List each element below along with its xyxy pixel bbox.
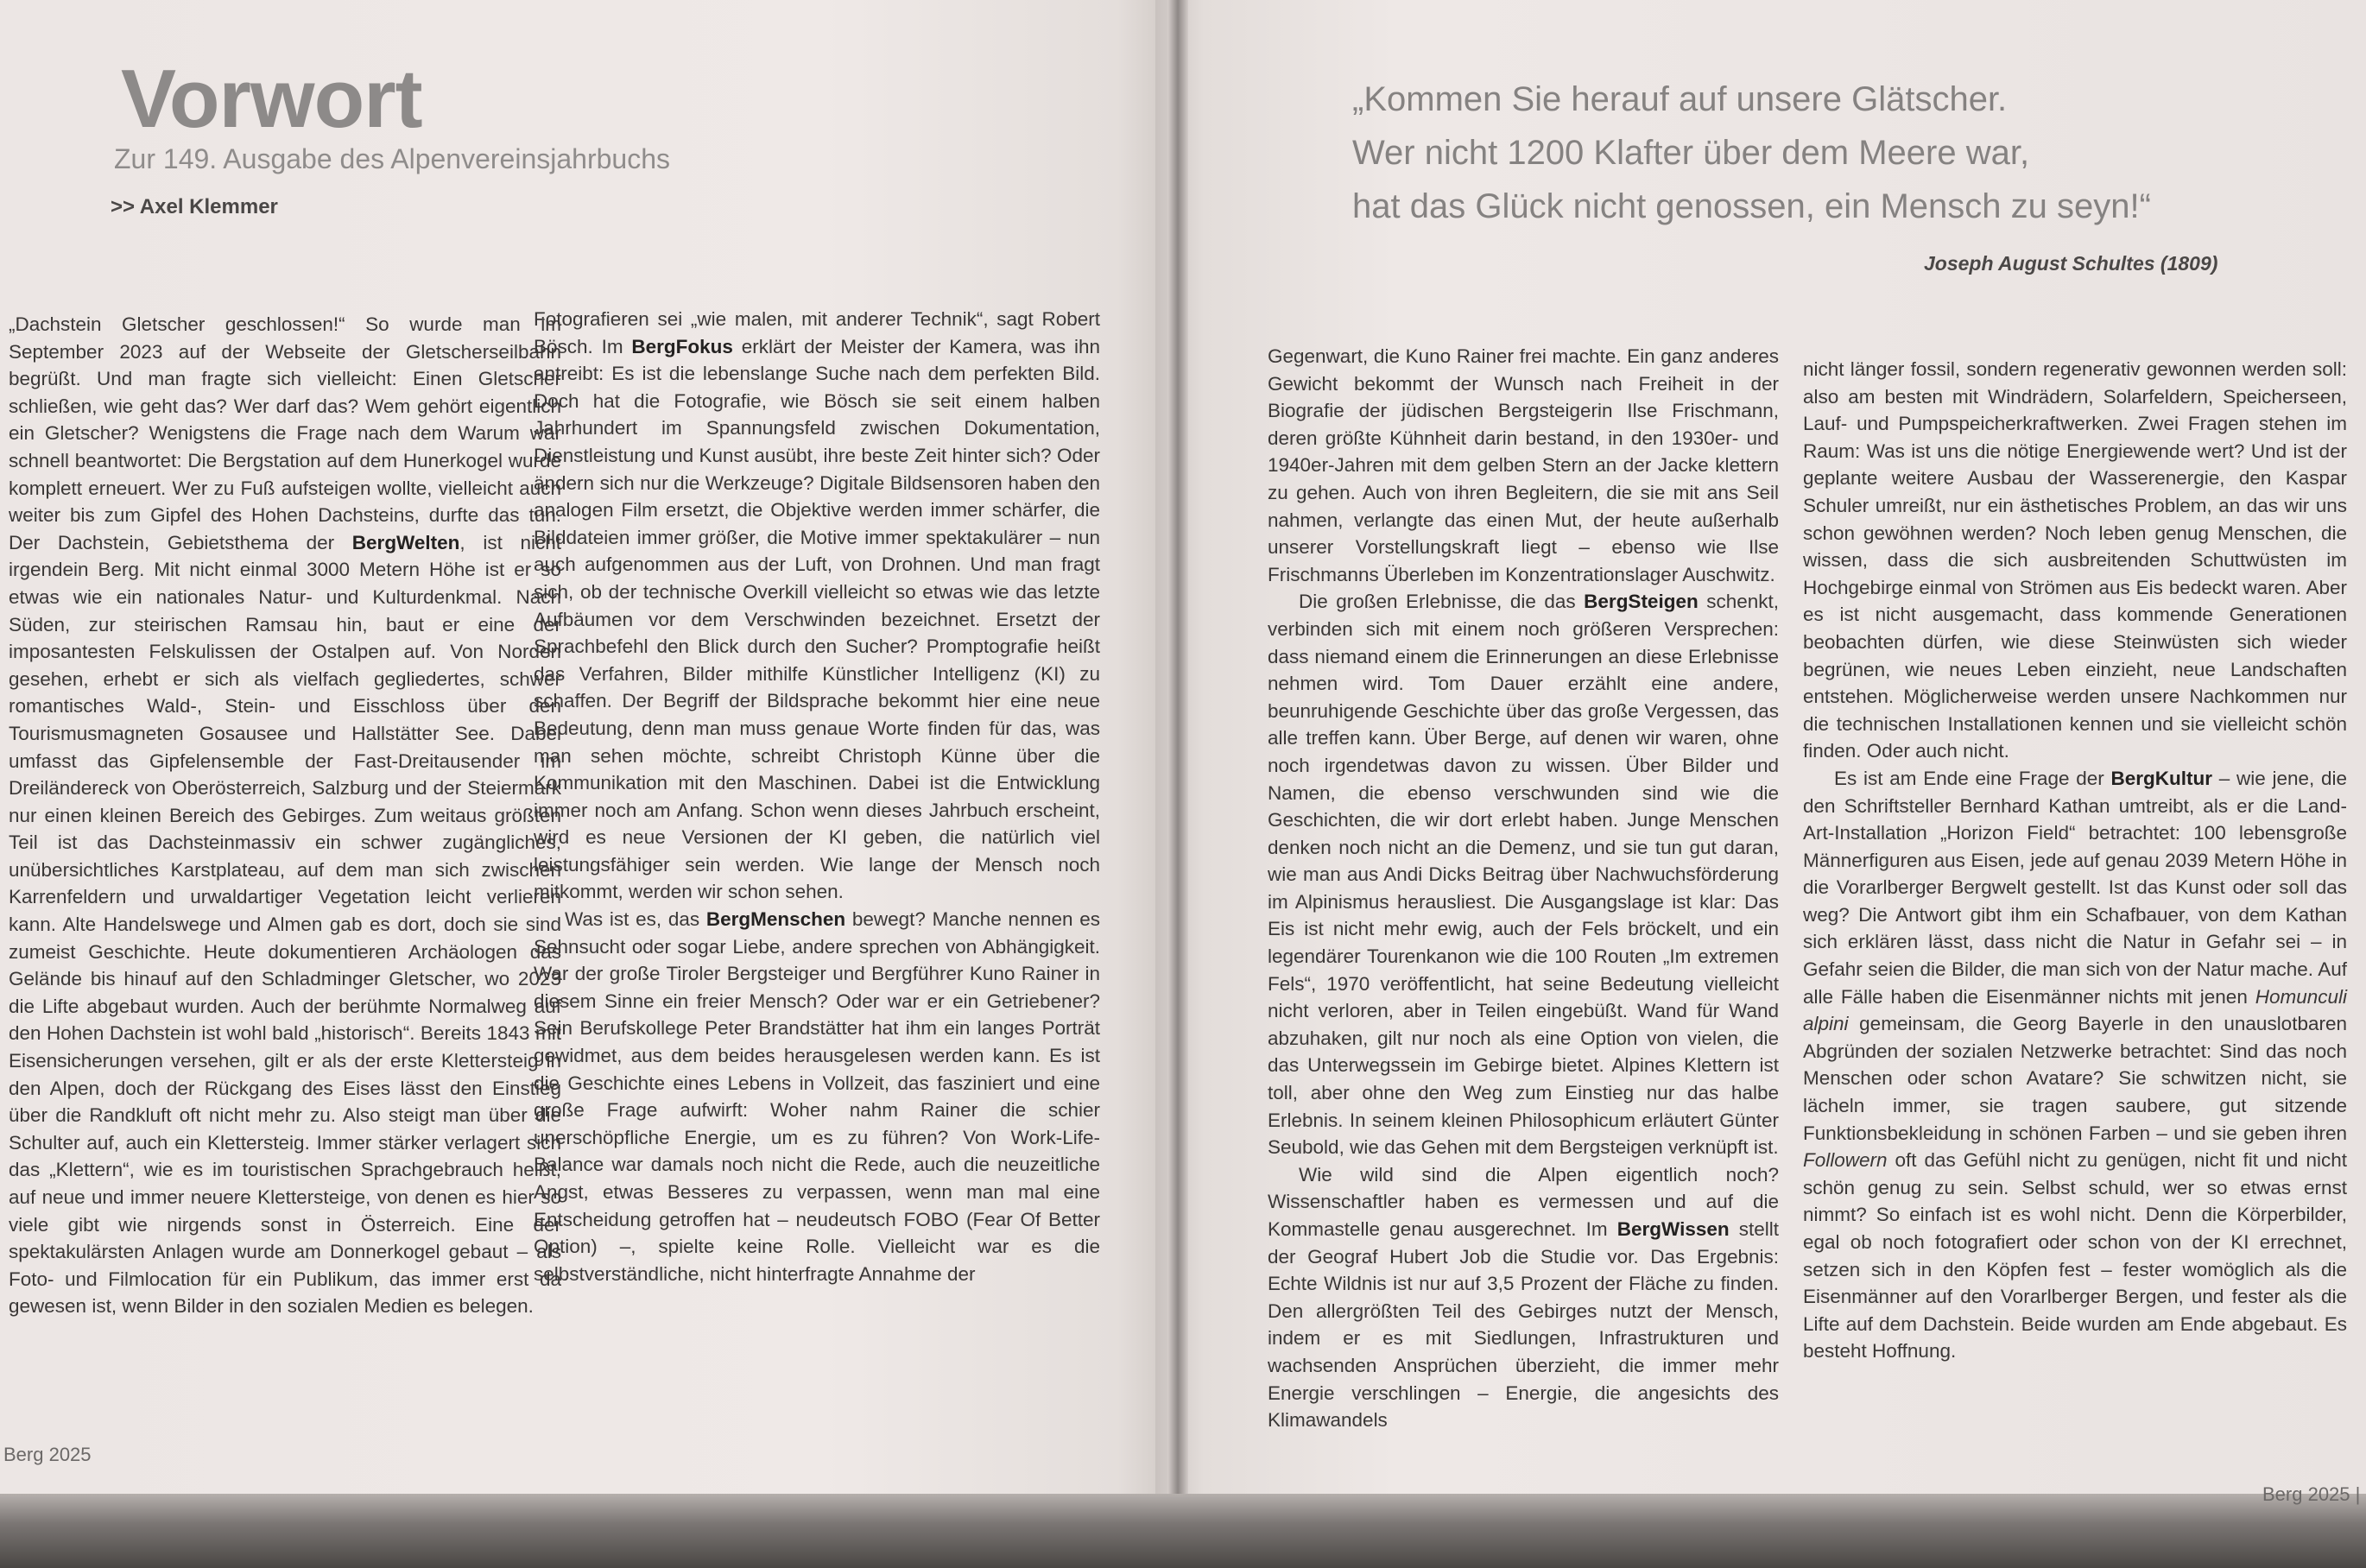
epigraph-quote <box>1352 73 2151 233</box>
quote-line: Wer nicht 1200 Klafter über dem Meere war, <box>1352 134 2030 172</box>
paragraph: nicht länger fossil, sondern regenerativ gewonnen werden soll: also am besten mit Windrädern, Solarfeldern, Speicherseen, Lauf- und Pumpspeicherkraftwerken. Zwei Fragen stehen im Raum: Was ist uns die nötige Energiewende wert? Und ist der geplante weitere Ausbau der Wasserenergie, den Kaspar Schuler umreißt, nur ein ästhetisches Problem, an das wir uns schon gewöhnen werden? Noch leben genug Menschen, die wissen, dass die sich ausbreitenden Schuttwüsten im Hochgebirge einmal von Strömen aus Eis bedeckt waren. Aber es ist nicht ausgemacht, dass kommende Generationen beobachten dürfen, wie diese Steinwüsten sich wieder begrünen, wie neues Leben einzieht, neue Landschaften entstehen. Möglicherweise werden unsere Nachkommen nur die technischen Installationen kennen und sie vielleicht schön finden. Oder auch nicht. <box>1803 358 2347 762</box>
section-highlight: BergSteigen <box>1584 591 1699 613</box>
page-title: Vorwort <box>121 53 422 145</box>
text-column-3 <box>1268 343 1779 1434</box>
book-bottom-edge <box>0 1494 2366 1568</box>
paragraph: Fotografieren sei „wie malen, mit anderer Technik“, sagt Robert Bösch. Im BergFokus erklärt der Meister der Kamera, was ihn antreibt: Es ist die lebenslange Suche nach dem perfekten Bild. Doch hat die Fotografie, wie Bösch sie seit einem halben Jahrhundert im Spannungsfeld zwischen Dokumentation, Dienstleistung und Kunst ausübt, ihre beste Zeit hinter sich? Oder ändern sich nur die Werkzeuge? Digitale Bildsensoren haben den analogen Film ersetzt, die Objektive werden immer schärfer, die Bilddateien immer größer, die Motive immer spektakulärer – nun auch aufgenommen aus der Luft, von Drohnen. Und man fragt sich, ob der technische Overkill vielleicht so etwas wie das letzte Aufbäumen vor dem Verschwinden bezeichnet. Ersetzt der Sprachbefehl den Blick durch den Sucher? Promptografie heißt das Verfahren, Bilder mithilfe Künstlicher Intelligenz (KI) zu schaffen. Der Begriff der Bildsprache bekommt hier eine neue Bedeutung, denn man muss genaue Worte finden für das, was man sehen möchte, schreibt Christoph Künne über die Kommunikation mit den Maschinen. Dabei ist die Entwicklung immer noch am Anfang. Schon wenn dieses Jahrbuch erscheint, wird es neue Versionen der KI geben, die natürlich viel leistungsfähiger sein werden. Wie lange der Mensch noch mitkommt, werden wir schon sehen. <box>534 308 1100 903</box>
italic-term: Homunculi alpini <box>1803 985 2347 1035</box>
section-highlight: BergMenschen <box>705 908 846 931</box>
paragraph: Es ist am Ende eine Frage der BergKultur – wie jene, die den Schriftsteller Bernhard Kathan umtreibt, als er die Land-Art-Installation „Horizon Field“ betrachtet: 100 lebensgroße Männerfiguren aus Eisen, jede auf genau 2039 Metern Höhe in die Vorarlberger Bergwelt gestellt. Ist das Kunst oder soll das weg? Die Antwort gibt ihm ein Schafbauer, von dem Kathan sich erklären lässt, dass nicht die Natur in Gefahr sei – in Gefahr seien die Bilder, die man sich von der Natur mache. Auf alle Fälle haben die Eisenmänner nichts mit jenen Homunculi alpini gemeinsam, die Georg Bayerle in den unauslotbaren Abgründen der sozialen Netzwerke betrachtet: Sind das noch Menschen oder schon Avatare? Sie schwitzen nicht, sie lächeln immer, sie tragen saubere, gut sitzende Funktionsbekleidung in schönen Farben – und sie geben ihren Followern oft das Gefühl nicht zu genügen, nicht fit und nicht schön genug zu sein. Selbst schuld, wer so etwas ernst nimmt? So einfach ist es wohl nicht. Denn die Körperbilder, egal ob noch fotografiert oder schon von der KI errechnet, setzen sich in den Köpfen fest – fester womöglich als die Eisenmänner auf den Vorarlberger Bergen, und fester als die Lifte auf dem Dachstein. Beide wurden am Ende abgebaut. Es besteht Hoffnung. <box>1803 767 2347 1363</box>
page-subtitle: Zur 149. Ausgabe des Alpenvereinsjahrbuchs <box>114 143 670 174</box>
book-gutter <box>1167 0 1188 1520</box>
paragraph: Wie wild sind die Alpen eigentlich noch? Wissenschaftler haben es vermessen und auf die Kommastelle genau ausgerechnet. Im BergWissen stellt der Geograf Hubert Job die Studie vor. Das Ergebnis: Echte Wildnis ist nur auf 3,5 Prozent der Fläche zu finden. Den allergrößten Teil des Gebirges nutzt der Mensch, indem er es mit Siedlungen, Infrastrukturen und wachsenden Ansprüchen überzieht, die immer mehr Energie verschlingen – Energie, die angesichts des Klimawandels <box>1268 1163 1780 1432</box>
paragraph: Die großen Erlebnisse, die das BergSteigen schenkt, verbinden sich mit einem noch größeren Versprechen: dass niemand einem die Erinnerungen an diese Erlebnisse nehmen wird. Tom Dauer erzählt eine andere, beunruhigende Geschichte über das große Vergessen, das alle treffen kann. Über Berge, auf denen wir waren, ohne noch irgendetwas davon zu wissen. Über Bilder und Namen, die ebenso verschwunden sind wie die Geschichten, die wir dort erlebt haben. Junge Menschen denken noch nicht an die Demenz, und sie tun gut daran, wie man aus Andi Dicks Beitrag über Nachwuchsförderung im Alpinismus herausliest. Die Ausgangslage ist klar: Das Eis ist nicht mehr ewig, auch der Fels bröckelt, und ein legendärer Tourenkanon wie die 100 Routen „Im extremen Fels“, 1970 veröffentlicht, hat seine Bedeutung vielleicht nicht verloren, aber in Teilen eingebüßt. Wand für Wand abzuhaken, gilt nur noch als eine Option von vielen, die das Unterwegssein im Gebirge bietet. Alpines Klettern ist toll, aber ohne den Weg zum Einstieg nur das halbe Erlebnis. In seinem kleinen Philosophicum erläutert Günter Seubold, wie das Gehen mit dem Bergsteigen verknüpft ist. <box>1268 591 1779 1159</box>
quote-line: hat das Glück nicht genossen, ein Mensch zu seyn!“ <box>1352 187 2151 225</box>
section-highlight: BergWissen <box>1616 1218 1730 1240</box>
section-highlight: BergKultur <box>2110 767 2212 789</box>
left-page <box>0 0 1176 1520</box>
paragraph: „Dachstein Gletscher geschlossen!“ So wurde man im September 2023 auf der Webseite der Gletscherseilbahn begrüßt. Und man fragte sich vielleicht: Einen Gletscher schließen, wie geht das? Wer darf das? Wem gehört eigentlich ein Gletscher? Wenigstens die Frage nach dem Warum war schnell beantwortet: Die Bergstation auf dem Hunerkogel wurde komplett erneuert. Wer zu Fuß aufsteigen wollte, vielleicht auch weiter bis zum Gipfel des Hohen Dachsteins, durfte das tun. Der Dachstein, Gebietsthema der BergWelten, ist nicht irgendein Berg. Mit nicht einmal 3000 Metern Höhe ist er so etwas wie ein nationales Natur- und Kulturdenkmal. Nach Süden, zur steirischen Ramsau hin, baut er eine der imposantesten Felskulissen der Ostalpen auf. Von Norden gesehen, erhebt er sich als vielfach gegliedertes, schwer romantisches Wald-, Stein- und Eisschloss über den Tourismusmagneten Gosausee und Hallstätter See. Dabei umfasst das Gipfelensemble der Fast-Dreitausender im Dreiländereck von Oberösterreich, Salzburg und der Steiermark nur einen kleinen Bereich des Gebirges. Zum weitaus größten Teil ist das Dachsteinmassiv ein schwer zugängliches, unübersichtliches Karstplateau, auf dem man sich zwischen Karrenfeldern und urwaldartiger Vegetation leicht verlieren kann. Alte Handelswege und Almen gab es dort, doch sie sind zumeist Geschichte. Heute dokumentieren Archäologen das Gelände bis hinauf auf den Schladminger Gletscher, wo 2023 die Lifte abgebaut wurden. Auch der berühmte Normalweg auf den Hohen Dachstein ist wohl bald „historisch“. Bereits 1843 mit Eisensicherungen versehen, gilt er als der erste Klettersteig in den Alpen, doch der Rückgang des Eises lässt den Einstieg über die Randkluft oft nicht mehr zu. Also steigt man über die Schulter auf, auch ein Klettersteig. Immer stärker verlagert sich das „Klettern“, wie es im touristischen Sprachgebrauch heißt, auf neue und immer neuere Klettersteige, von denen es hier so viele gibt wie nirgends sonst in Österreich. Eine der spektakulärsten Anlagen wurde am Donnerkogel gebaut – als Foto- und Filmlocation für ein Publikum, das immer erst da gewesen ist, wenn Bilder in den sozialen Medien es belegen. <box>9 313 561 1318</box>
quote-line: „Kommen Sie herauf auf unsere Glätscher. <box>1352 80 2008 118</box>
author-byline: >> Axel Klemmer <box>111 195 278 218</box>
italic-term: Followern <box>1803 1149 1888 1172</box>
paragraph: Was ist es, das BergMenschen bewegt? Manche nennen es Sehnsucht oder sogar Liebe, andere sprechen von Abhängigkeit. War der große Tiroler Bergsteiger und Bergführer Kuno Rainer in diesem Sinne ein freier Mensch? Oder war er ein Getriebener? Sein Berufskollege Peter Brandstätter hat ihm ein langes Porträt gewidmet, aus dem beides herausgelesen werden kann. Es ist die Geschichte eines Lebens in Vollzeit, das fasziniert und eine große Frage aufwirft: Woher nahm Rainer die schier unerschöpfliche Energie, um es zu führen? Von Work-Life-Balance war damals noch nicht die Rede, auch die neuzeitliche Angst, etwas Besseres zu verpassen, wenn man mal eine Entscheidung getroffen hat – neudeutsch FOBO (Fear Of Better Option) –, spielte keine Rolle. Vielleicht war es die selbstverständliche, nicht hinterfragte Annahme der <box>534 908 1101 1285</box>
text-column-1 <box>9 311 561 1320</box>
section-highlight: BergFokus <box>631 335 733 357</box>
folio-right: Berg 2025 | <box>2262 1483 2361 1505</box>
text-column-2 <box>534 306 1100 1287</box>
paragraph: Gegenwart, die Kuno Rainer frei machte. Ein ganz anderes Gewicht bekommt der Wunsch nach Freiheit in der Biografie der jüdischen Bergsteigerin Ilse Frischmann, deren größte Kühnheit darin bestand, in den 1930er- und 1940er-Jahren mit dem gelben Stern an der Jacke klettern zu gehen. Auch von ihren Begleitern, die sie mit ans Seil nahmen, verlangte das einen Mut, der heute außerhalb unserer Vorstellungskraft liegt – ebenso wie Ilse Frischmanns Überleben im Konzentrationslager Auschwitz. <box>1268 345 1779 585</box>
text-column-4 <box>1803 356 2347 1365</box>
section-highlight: BergWelten <box>351 531 460 553</box>
folio-left: Berg 2025 <box>3 1444 92 1465</box>
quote-author: Joseph August Schultes (1809) <box>1924 252 2218 275</box>
